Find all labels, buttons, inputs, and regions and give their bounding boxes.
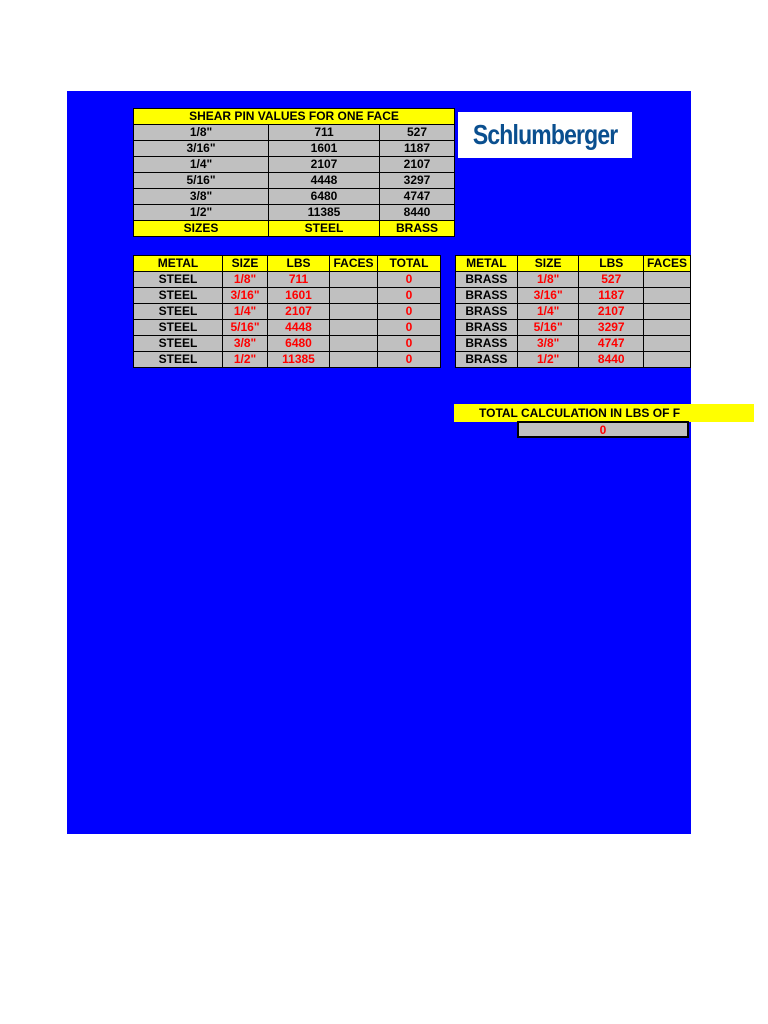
metal-cell[interactable]: STEEL bbox=[134, 304, 223, 320]
metal-cell[interactable]: STEEL bbox=[134, 272, 223, 288]
brass-value-cell[interactable]: 1187 bbox=[380, 141, 455, 157]
lbs-cell[interactable]: 4747 bbox=[579, 336, 644, 352]
lbs-cell[interactable]: 2107 bbox=[268, 304, 330, 320]
faces-input-cell[interactable] bbox=[330, 304, 378, 320]
total-cell[interactable]: 0 bbox=[378, 272, 441, 288]
size-cell[interactable]: 1/4" bbox=[134, 157, 269, 173]
size-cell[interactable]: 3/16" bbox=[517, 288, 579, 304]
size-cell[interactable]: 1/8" bbox=[517, 272, 579, 288]
size-cell[interactable]: 5/16" bbox=[134, 173, 269, 189]
lbs-cell[interactable]: 527 bbox=[579, 272, 644, 288]
size-cell[interactable]: 5/16" bbox=[517, 320, 579, 336]
size-header: SIZE bbox=[223, 256, 268, 272]
lbs-header: LBS bbox=[579, 256, 644, 272]
size-cell[interactable]: 5/16" bbox=[223, 320, 268, 336]
metal-cell[interactable]: BRASS bbox=[456, 272, 518, 288]
size-cell[interactable]: 3/8" bbox=[517, 336, 579, 352]
total-header: TOTAL bbox=[378, 256, 441, 272]
lbs-cell[interactable]: 8440 bbox=[579, 352, 644, 368]
metal-cell[interactable]: STEEL bbox=[134, 288, 223, 304]
size-cell[interactable]: 1/2" bbox=[223, 352, 268, 368]
lbs-cell[interactable]: 3297 bbox=[579, 320, 644, 336]
lbs-cell[interactable]: 2107 bbox=[579, 304, 644, 320]
lbs-header: LBS bbox=[268, 256, 330, 272]
table-row bbox=[134, 320, 441, 336]
total-cell[interactable]: 0 bbox=[378, 288, 441, 304]
steel-value-cell[interactable]: 6480 bbox=[269, 189, 380, 205]
table-row bbox=[134, 336, 441, 352]
size-cell[interactable]: 3/16" bbox=[223, 288, 268, 304]
faces-input-cell[interactable] bbox=[644, 288, 691, 304]
size-cell[interactable]: 1/2" bbox=[517, 352, 579, 368]
total-cell[interactable]: 0 bbox=[378, 352, 441, 368]
metal-cell[interactable]: BRASS bbox=[456, 288, 518, 304]
metal-cell[interactable]: BRASS bbox=[456, 320, 518, 336]
steel-value-cell[interactable]: 711 bbox=[269, 125, 380, 141]
steel-header: STEEL bbox=[269, 221, 380, 237]
metal-cell[interactable]: STEEL bbox=[134, 336, 223, 352]
table-row bbox=[134, 189, 455, 205]
steel-calc-table bbox=[133, 255, 441, 368]
lbs-cell[interactable]: 1601 bbox=[268, 288, 330, 304]
faces-input-cell[interactable] bbox=[330, 320, 378, 336]
size-cell[interactable]: 3/8" bbox=[134, 189, 269, 205]
faces-input-cell[interactable] bbox=[330, 272, 378, 288]
total-cell[interactable]: 0 bbox=[378, 304, 441, 320]
metal-cell[interactable]: BRASS bbox=[456, 336, 518, 352]
lbs-cell[interactable]: 11385 bbox=[268, 352, 330, 368]
metal-header: METAL bbox=[456, 256, 518, 272]
size-header: SIZE bbox=[517, 256, 579, 272]
faces-input-cell[interactable] bbox=[330, 352, 378, 368]
table-row bbox=[456, 320, 691, 336]
faces-input-cell[interactable] bbox=[330, 336, 378, 352]
faces-input-cell[interactable] bbox=[644, 352, 691, 368]
table-row bbox=[456, 352, 691, 368]
size-cell[interactable]: 3/16" bbox=[134, 141, 269, 157]
size-cell[interactable]: 1/8" bbox=[134, 125, 269, 141]
lbs-cell[interactable]: 4448 bbox=[268, 320, 330, 336]
spreadsheet-area bbox=[67, 91, 691, 834]
metal-cell[interactable]: STEEL bbox=[134, 320, 223, 336]
size-cell[interactable]: 1/2" bbox=[134, 205, 269, 221]
faces-header: FACES bbox=[644, 256, 691, 272]
metal-cell[interactable]: BRASS bbox=[456, 352, 518, 368]
shear-pin-values-table bbox=[133, 108, 455, 237]
lbs-cell[interactable]: 6480 bbox=[268, 336, 330, 352]
table-row bbox=[134, 272, 441, 288]
size-cell[interactable]: 1/4" bbox=[223, 304, 268, 320]
table-row bbox=[134, 352, 441, 368]
table-row bbox=[134, 157, 455, 173]
total-cell[interactable]: 0 bbox=[378, 336, 441, 352]
table-row bbox=[134, 173, 455, 189]
table-row bbox=[134, 205, 455, 221]
table-row bbox=[456, 336, 691, 352]
faces-input-cell[interactable] bbox=[644, 304, 691, 320]
size-cell[interactable]: 1/8" bbox=[223, 272, 268, 288]
faces-header: FACES bbox=[330, 256, 378, 272]
faces-input-cell[interactable] bbox=[644, 272, 691, 288]
brass-value-cell[interactable]: 2107 bbox=[380, 157, 455, 173]
steel-value-cell[interactable]: 1601 bbox=[269, 141, 380, 157]
shear-table-title: SHEAR PIN VALUES FOR ONE FACE bbox=[134, 109, 455, 125]
brass-value-cell[interactable]: 4747 bbox=[380, 189, 455, 205]
lbs-cell[interactable]: 711 bbox=[268, 272, 330, 288]
brass-calc-table bbox=[455, 255, 691, 368]
steel-value-cell[interactable]: 2107 bbox=[269, 157, 380, 173]
metal-header: METAL bbox=[134, 256, 223, 272]
total-calculation-value[interactable]: 0 bbox=[517, 421, 689, 438]
size-cell[interactable]: 1/4" bbox=[517, 304, 579, 320]
table-row bbox=[134, 125, 455, 141]
brass-value-cell[interactable]: 527 bbox=[380, 125, 455, 141]
schlumberger-logo bbox=[458, 112, 632, 158]
table-row bbox=[456, 272, 691, 288]
faces-input-cell[interactable] bbox=[330, 288, 378, 304]
faces-input-cell[interactable] bbox=[644, 320, 691, 336]
table-row bbox=[134, 141, 455, 157]
sizes-header: SIZES bbox=[134, 221, 269, 237]
metal-cell[interactable]: STEEL bbox=[134, 352, 223, 368]
table-row bbox=[456, 288, 691, 304]
table-row bbox=[456, 304, 691, 320]
size-cell[interactable]: 3/8" bbox=[223, 336, 268, 352]
brass-value-cell[interactable]: 8440 bbox=[380, 205, 455, 221]
metal-cell[interactable]: BRASS bbox=[456, 304, 518, 320]
logo-text: Schlumberger bbox=[472, 119, 618, 150]
table-row bbox=[134, 288, 441, 304]
faces-input-cell[interactable] bbox=[644, 336, 691, 352]
brass-header: BRASS bbox=[380, 221, 455, 237]
total-cell[interactable]: 0 bbox=[378, 320, 441, 336]
brass-value-cell[interactable]: 3297 bbox=[380, 173, 455, 189]
steel-value-cell[interactable]: 11385 bbox=[269, 205, 380, 221]
table-row bbox=[134, 304, 441, 320]
lbs-cell[interactable]: 1187 bbox=[579, 288, 644, 304]
steel-value-cell[interactable]: 4448 bbox=[269, 173, 380, 189]
total-calculation-label: TOTAL CALCULATION IN LBS OF F bbox=[454, 404, 754, 422]
